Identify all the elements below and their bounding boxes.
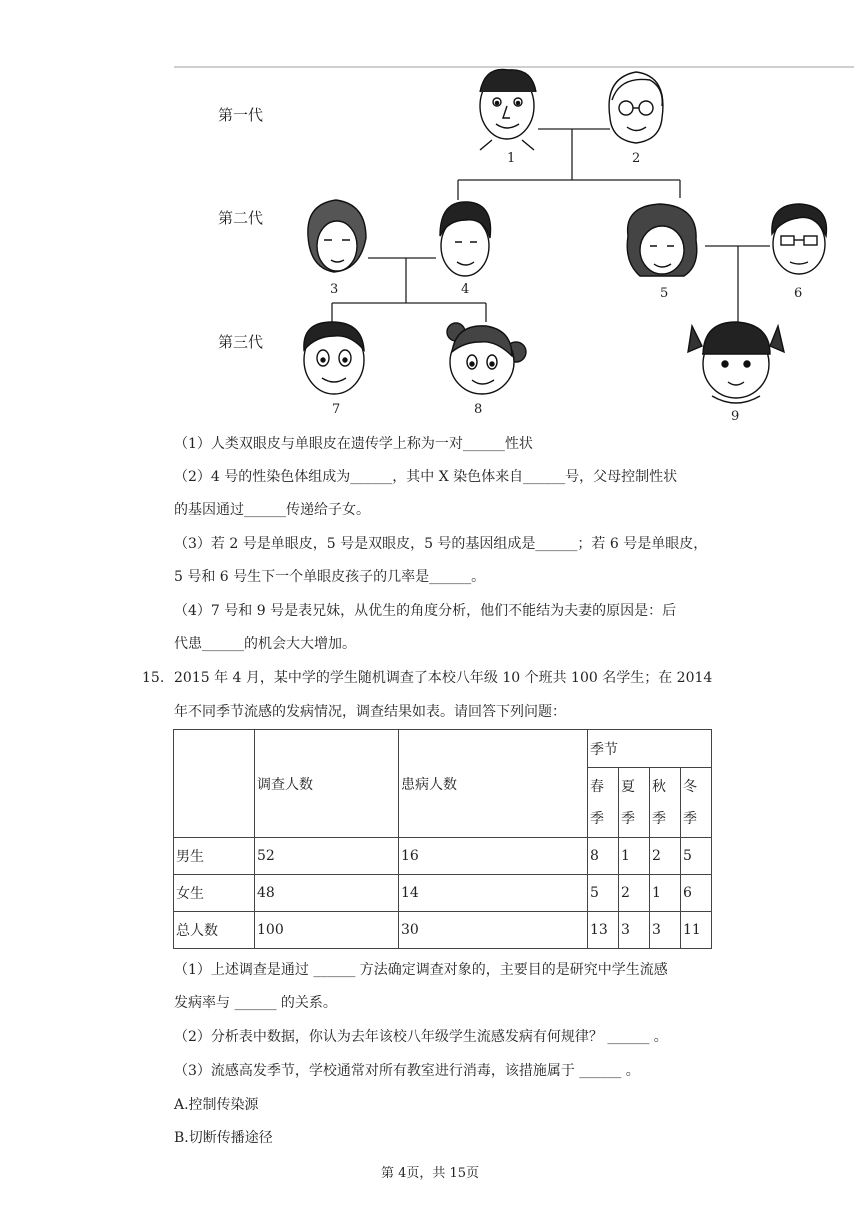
row-label: 男生: [174, 838, 255, 875]
cell-autumn: 3: [650, 912, 681, 949]
q15-part1-line1: （1）上述调查是通过 ______ 方法确定调查对象的，主要目的是研究中学生流感: [174, 962, 668, 978]
cell-summer: 3: [619, 912, 650, 949]
cell-summer: 1: [619, 838, 650, 875]
cell-spring: 8: [588, 838, 619, 875]
person-3-face: [308, 200, 366, 272]
season-summer: 夏 季: [619, 768, 650, 838]
cell-survey: 100: [255, 912, 399, 949]
survey-table: [173, 729, 712, 949]
person-label-6: 6: [794, 286, 803, 301]
person-1-face: [480, 69, 536, 150]
q15-part1-line2: 发病率与 ______ 的关系。: [174, 995, 337, 1011]
person-label-8: 8: [474, 402, 483, 417]
person-label-1: 1: [507, 151, 516, 166]
q15-intro-line1: 2015 年 4 月，某中学的学生随机调查了本校八年级 10 个班共 100 名学生；在 2014: [174, 670, 713, 686]
q15-part3: （3）流感高发季节，学校通常对所有教室进行消毒，该措施属于 ______ 。: [174, 1063, 640, 1079]
header-sick-count: 患病人数: [399, 730, 588, 838]
q15-intro-line2: 年不同季节流感的发病情况，调查结果如表。请回答下列问题：: [174, 704, 566, 720]
table-row: [174, 912, 712, 949]
cell-survey: 48: [255, 875, 399, 912]
pedigree-diagram: [0, 0, 860, 430]
season-winter: 冬 季: [681, 768, 712, 838]
person-4-face: [440, 202, 491, 276]
cell-sick: 30: [399, 912, 588, 949]
cell-autumn: 2: [650, 838, 681, 875]
season-autumn: 秋 季: [650, 768, 681, 838]
q14-part2-line2: 的基因通过______传递给子女。: [174, 502, 370, 518]
cell-autumn: 1: [650, 875, 681, 912]
row-label: 总人数: [174, 912, 255, 949]
person-7-face: [304, 322, 364, 394]
person-8-face: [447, 323, 526, 394]
cell-winter: 5: [681, 838, 712, 875]
person-label-5: 5: [660, 286, 669, 301]
q14-part3-line1: （3）若 2 号是单眼皮，5 号是双眼皮，5 号的基因组成是______；若 6 号是单眼皮，: [174, 536, 708, 552]
page-footer: 第 4页，共 15页: [380, 1166, 480, 1181]
table-corner-cell: [174, 730, 255, 838]
q15-part2: （2）分析表中数据，你认为去年该校八年级学生流感发病有何规律？ ______ 。: [174, 1029, 668, 1045]
person-label-7: 7: [332, 402, 341, 417]
header-survey-count: 调查人数: [255, 730, 399, 838]
cell-spring: 5: [588, 875, 619, 912]
q14-part3-line2: 5 号和 6 号生下一个单眼皮孩子的几率是______。: [174, 569, 486, 585]
table-row: [174, 875, 712, 912]
q14-part4-line1: （4）7 号和 9 号是表兄妹，从优生的角度分析，他们不能结为夫妻的原因是：后: [174, 603, 677, 619]
generation-label-3: 第三代: [218, 333, 264, 351]
generation-label-2: 第二代: [218, 209, 264, 227]
q14-part4-line2: 代患______的机会大大增加。: [174, 636, 356, 652]
row-label: 女生: [174, 875, 255, 912]
person-label-3: 3: [330, 282, 339, 297]
cell-sick: 14: [399, 875, 588, 912]
cell-winter: 6: [681, 875, 712, 912]
person-5-face: [627, 204, 697, 276]
season-spring: 春 季: [588, 768, 619, 838]
person-label-2: 2: [632, 151, 641, 166]
cell-sick: 16: [399, 838, 588, 875]
person-9-face: [688, 322, 784, 403]
table-row: [174, 838, 712, 875]
q15-number: 15.: [142, 670, 165, 686]
cell-survey: 52: [255, 838, 399, 875]
q15-option-b: B.切断传播途径: [174, 1130, 273, 1146]
q14-part1: （1）人类双眼皮与单眼皮在遗传学上称为一对______性状: [174, 436, 533, 452]
cell-spring: 13: [588, 912, 619, 949]
person-2-face: [609, 72, 663, 143]
generation-label-1: 第一代: [218, 106, 264, 124]
q15-option-a: A.控制传染源: [174, 1097, 259, 1113]
person-6-face: [772, 204, 827, 274]
person-label-4: 4: [461, 282, 470, 297]
cell-summer: 2: [619, 875, 650, 912]
person-label-9: 9: [731, 409, 740, 424]
cell-winter: 11: [681, 912, 712, 949]
q14-part2-line1: （2）4 号的性染色体组成为______，其中 X 染色体来自______号，父母控制性状: [174, 469, 678, 485]
header-season: 季节: [588, 730, 712, 768]
